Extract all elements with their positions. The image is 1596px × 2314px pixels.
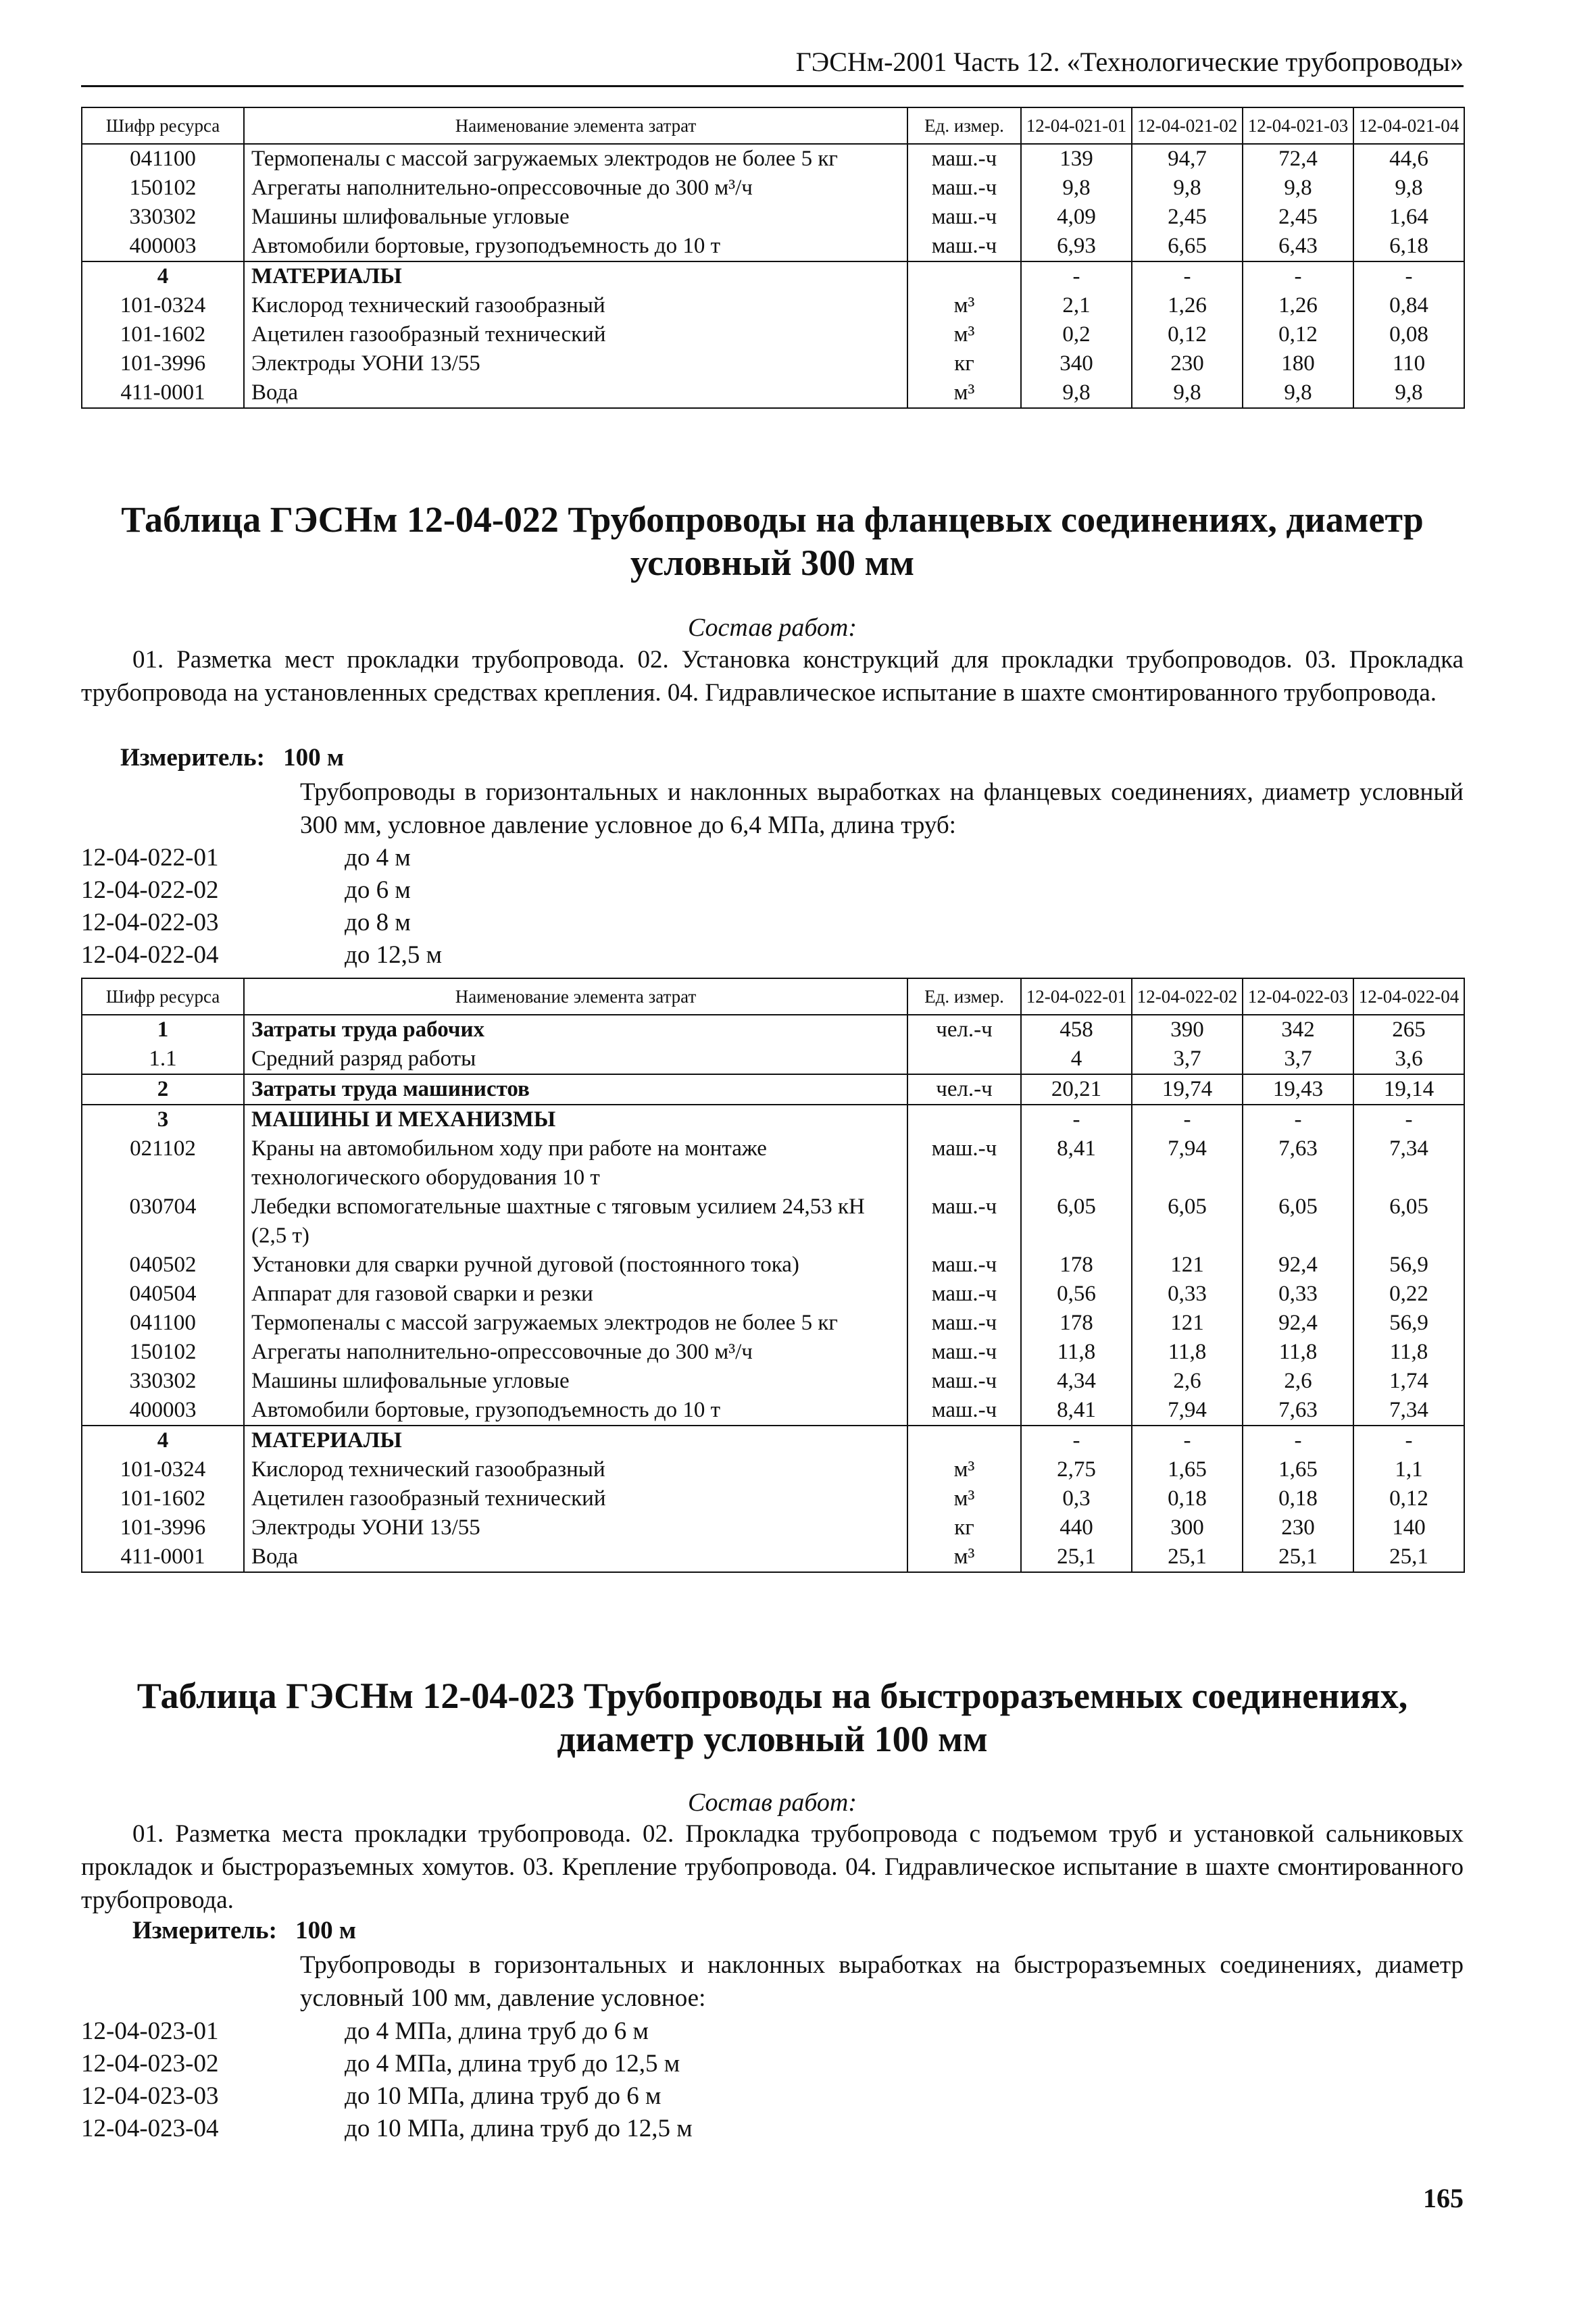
unit-cell: м³ [907,1484,1021,1513]
rate-value-cell: - [1132,1105,1243,1134]
table-title-022: Таблица ГЭСНм 12-04-022 Трубопроводы на фланцевых соединениях, диаметр условный 300 мм [121,499,1424,583]
rate-value-cell: 6,93 [1021,232,1132,261]
rate-value-cell: - [1353,1426,1464,1455]
rate-value-cell: 4 [1021,1045,1132,1074]
rate-code-description: до 12,5 м [345,941,442,969]
table-row [82,1396,1464,1426]
rate-code-description: до 4 м [345,844,411,872]
table-row [82,261,1464,291]
rate-value-cell: 110 [1353,349,1464,378]
rate-value-cell: 9,8 [1353,174,1464,203]
rate-code-description: до 4 МПа, длина труб до 6 м [345,2017,649,2045]
rate-code: 12-04-023-03 [81,2082,219,2110]
resource-code-cell: 101-3996 [82,1513,244,1542]
resource-code-cell: 040504 [82,1280,244,1309]
rate-value-cell: - [1132,261,1243,291]
cost-element-name-cell: Электроды УОНИ 13/55 [244,349,907,378]
rate-code-description: до 8 м [345,909,411,936]
col-header-rate-4: 12-04-022-04 [1353,978,1464,1015]
composition-text-023: 01. Разметка места прокладки трубопровода. 02. Прокладка трубопровода с подъемом труб и установкой сальниковых прокладок и быстроразъемных хомутов. 03. Крепление трубопровода. 04. Гидравлическое испытание в шахте смонтированного трубопровода. [81,1820,1464,1914]
unit-cell: м³ [907,1542,1021,1572]
table-row [82,349,1464,378]
table-row [82,1045,1464,1074]
resource-table-022 [81,978,1465,1573]
rate-code-description: до 10 МПа, длина труб до 12,5 м [345,2115,693,2142]
cost-element-name-cell: Затраты труда рабочих [244,1015,907,1045]
table-row [82,174,1464,203]
rate-value-cell: 390 [1132,1015,1243,1045]
resource-code-cell: 1 [82,1015,244,1045]
rate-value-cell: 25,1 [1021,1542,1132,1572]
rate-value-cell: 7,34 [1353,1134,1464,1192]
rate-value-cell: 94,7 [1132,144,1243,174]
unit-cell: чел.-ч [907,1074,1021,1105]
cost-element-name-cell: Кислород технический газообразный [244,1455,907,1484]
rate-value-cell: 340 [1021,349,1132,378]
rate-value-cell: 56,9 [1353,1309,1464,1338]
table-row [82,291,1464,320]
rate-code-item [81,2113,693,2145]
cost-element-name-cell: МАТЕРИАЛЫ [244,261,907,291]
unit-cell: м³ [907,291,1021,320]
resource-code-cell: 1.1 [82,1045,244,1074]
table-row [82,203,1464,232]
rate-value-cell: 9,8 [1353,378,1464,408]
rate-value-cell: 230 [1132,349,1243,378]
rate-value-cell: 4,34 [1021,1367,1132,1396]
rate-value-cell: 11,8 [1353,1338,1464,1367]
cost-element-name-cell: Краны на автомобильном ходу при работе на монтаже технологического оборудования 10 т [244,1134,907,1192]
resource-code-cell: 040502 [82,1251,244,1280]
rate-code-item [81,2015,693,2048]
rate-value-cell: 9,8 [1243,378,1353,408]
resource-code-cell: 330302 [82,203,244,232]
resource-code-cell: 021102 [82,1134,244,1192]
col-header-rate-3: 12-04-021-03 [1243,107,1353,144]
rate-code: 12-04-022-02 [81,876,219,904]
rate-value-cell: 178 [1021,1309,1132,1338]
unit-cell: маш.-ч [907,1309,1021,1338]
cost-element-name-cell: Агрегаты наполнительно-опрессовочные до 300 м³/ч [244,174,907,203]
rate-value-cell: 0,56 [1021,1280,1132,1309]
rate-value-cell: 178 [1021,1251,1132,1280]
unit-cell: кг [907,349,1021,378]
resource-code-cell: 101-3996 [82,349,244,378]
description-022: Трубопроводы в горизонтальных и наклонных выработках на фланцевых соединениях, диаметр условный 300 мм, условное давление условное до 6,4 МПа, длина труб: [300,778,1464,839]
resource-code-cell: 4 [82,261,244,291]
table-row [82,1426,1464,1455]
meter-022 [120,743,344,772]
resource-code-cell: 101-1602 [82,1484,244,1513]
resource-code-cell: 041100 [82,1309,244,1338]
cost-element-name-cell: МАТЕРИАЛЫ [244,1426,907,1455]
cost-element-name-cell: Кислород технический газообразный [244,291,907,320]
table-row [82,1309,1464,1338]
rate-value-cell: 20,21 [1021,1074,1132,1105]
rate-value-cell: - [1353,1105,1464,1134]
rate-value-cell: 1,65 [1243,1455,1353,1484]
rate-code: 12-04-022-03 [81,909,219,936]
rate-value-cell: 0,08 [1353,320,1464,349]
meter-label: Измеритель: [132,1917,277,1944]
running-header: ГЭСНм-2001 Часть 12. «Технологические трубопроводы» [81,42,1464,87]
unit-cell: м³ [907,378,1021,408]
rate-code-description: до 6 м [345,876,411,904]
table-row [82,1367,1464,1396]
rate-value-cell: 1,26 [1243,291,1353,320]
cost-element-name-cell: Машины шлифовальные угловые [244,1367,907,1396]
rate-value-cell: 7,63 [1243,1134,1353,1192]
rate-value-cell: 2,6 [1243,1367,1353,1396]
rate-value-cell: 6,05 [1021,1192,1132,1251]
resource-code-cell: 2 [82,1074,244,1105]
unit-cell: кг [907,1513,1021,1542]
table-row [82,1338,1464,1367]
rate-value-cell: 6,05 [1353,1192,1464,1251]
rate-value-cell: - [1132,1426,1243,1455]
cost-element-name-cell: Средний разряд работы [244,1045,907,1074]
unit-cell [907,1105,1021,1134]
rate-code: 12-04-023-04 [81,2115,219,2142]
rate-value-cell: 8,41 [1021,1396,1132,1426]
unit-cell [907,261,1021,291]
cost-element-name-cell: Термопеналы с массой загружаемых электродов не более 5 кг [244,144,907,174]
col-header-code: Шифр ресурса [82,107,244,144]
rate-code: 12-04-022-04 [81,941,219,969]
table-row [82,378,1464,408]
rate-value-cell: 458 [1021,1015,1132,1045]
rate-value-cell: 440 [1021,1513,1132,1542]
rate-value-cell: 7,63 [1243,1396,1353,1426]
rate-code: 12-04-023-01 [81,2017,219,2045]
rate-value-cell: 6,05 [1243,1192,1353,1251]
cost-element-name-cell: Аппарат для газовой сварки и резки [244,1280,907,1309]
composition-text-022: 01. Разметка мест прокладки трубопровода. 02. Установка конструкций для прокладки трубопроводов. 03. Прокладка трубопровода на установленных средствах крепления. 04. Гидравлическое испытание в шахте смонтированного трубопровода. [81,646,1464,707]
table-row [82,1251,1464,1280]
cost-element-name-cell: МАШИНЫ И МЕХАНИЗМЫ [244,1105,907,1134]
rate-value-cell: 0,12 [1353,1484,1464,1513]
col-header-rate-3: 12-04-022-03 [1243,978,1353,1015]
rate-code-description: до 10 МПа, длина труб до 6 м [345,2082,662,2110]
unit-cell [907,1045,1021,1074]
table-row [82,232,1464,261]
table-row [82,1542,1464,1572]
meter-023 [132,1916,356,1945]
page-number: 165 [1423,2183,1464,2213]
unit-cell: маш.-ч [907,232,1021,261]
resource-code-cell: 150102 [82,174,244,203]
col-header-rate-2: 12-04-022-02 [1132,978,1243,1015]
resource-code-cell: 101-0324 [82,291,244,320]
unit-cell: маш.-ч [907,1251,1021,1280]
cost-element-name-cell: Машины шлифовальные угловые [244,203,907,232]
resource-code-cell: 030704 [82,1192,244,1251]
rate-value-cell: 0,22 [1353,1280,1464,1309]
rate-value-cell: 11,8 [1243,1338,1353,1367]
table-row [82,1513,1464,1542]
table-row [82,320,1464,349]
resource-code-cell: 041100 [82,144,244,174]
rate-value-cell: 44,6 [1353,144,1464,174]
rate-value-cell: 0,2 [1021,320,1132,349]
resource-code-cell: 400003 [82,232,244,261]
rate-code-list-022 [81,842,442,972]
cost-element-name-cell: Термопеналы с массой загружаемых электродов не более 5 кг [244,1309,907,1338]
table-row [82,1015,1464,1045]
cost-element-name-cell: Вода [244,378,907,408]
rate-value-cell: 72,4 [1243,144,1353,174]
rate-value-cell: 1,74 [1353,1367,1464,1396]
rate-value-cell: 1,64 [1353,203,1464,232]
rate-value-cell: 121 [1132,1309,1243,1338]
rate-value-cell: 6,18 [1353,232,1464,261]
rate-value-cell: 0,84 [1353,291,1464,320]
rate-value-cell: - [1243,1105,1353,1134]
rate-value-cell: 3,7 [1132,1045,1243,1074]
rate-value-cell: 9,8 [1021,174,1132,203]
rate-value-cell: - [1243,261,1353,291]
rate-code-item [81,939,442,972]
unit-cell: маш.-ч [907,1338,1021,1367]
rate-code-item [81,2048,693,2080]
rate-value-cell: 265 [1353,1015,1464,1045]
rate-value-cell: 0,18 [1132,1484,1243,1513]
resource-code-cell: 101-1602 [82,320,244,349]
rate-value-cell: 140 [1353,1513,1464,1542]
rate-value-cell: 230 [1243,1513,1353,1542]
rate-value-cell: 7,94 [1132,1396,1243,1426]
rate-value-cell: 139 [1021,144,1132,174]
table-header-row [82,978,1464,1015]
composition-heading-022: Состав работ: [687,613,857,642]
rate-value-cell: 0,12 [1243,320,1353,349]
resource-code-cell: 411-0001 [82,1542,244,1572]
rate-value-cell: 25,1 [1132,1542,1243,1572]
rate-value-cell: - [1243,1426,1353,1455]
table-row [82,1134,1464,1192]
unit-cell: маш.-ч [907,203,1021,232]
rate-value-cell: 0,12 [1132,320,1243,349]
col-header-name: Наименование элемента затрат [244,978,907,1015]
col-header-rate-1: 12-04-022-01 [1021,978,1132,1015]
meter-label: Измеритель: [120,744,265,772]
rate-value-cell: - [1021,1426,1132,1455]
rate-value-cell: 1,26 [1132,291,1243,320]
rate-value-cell: 0,33 [1132,1280,1243,1309]
rate-value-cell: 0,33 [1243,1280,1353,1309]
rate-value-cell: 92,4 [1243,1309,1353,1338]
rate-value-cell: 19,43 [1243,1074,1353,1105]
rate-value-cell: 11,8 [1021,1338,1132,1367]
unit-cell: маш.-ч [907,1192,1021,1251]
unit-cell [907,1426,1021,1455]
resource-code-cell: 101-0324 [82,1455,244,1484]
description-023: Трубопроводы в горизонтальных и наклонных выработках на быстроразъемных соединениях, диаметр условный 100 мм, давление условное: [300,1951,1464,2012]
rate-value-cell: 180 [1243,349,1353,378]
table-row [82,1280,1464,1309]
rate-value-cell: 25,1 [1353,1542,1464,1572]
cost-element-name-cell: Лебедки вспомогательные шахтные с тяговым усилием 24,53 кН (2,5 т) [244,1192,907,1251]
cost-element-name-cell: Ацетилен газообразный технический [244,1484,907,1513]
rate-code-item [81,874,442,907]
table-header-row [82,107,1464,144]
resource-code-cell: 3 [82,1105,244,1134]
col-header-name: Наименование элемента затрат [244,107,907,144]
resource-code-cell: 150102 [82,1338,244,1367]
col-header-rate-1: 12-04-021-01 [1021,107,1132,144]
unit-cell: м³ [907,320,1021,349]
rate-value-cell: 19,14 [1353,1074,1464,1105]
rate-value-cell: 342 [1243,1015,1353,1045]
rate-value-cell: 2,75 [1021,1455,1132,1484]
resource-code-cell: 411-0001 [82,378,244,408]
rate-value-cell: 300 [1132,1513,1243,1542]
rate-code-description: до 4 МПа, длина труб до 12,5 м [345,2050,680,2078]
col-header-code: Шифр ресурса [82,978,244,1015]
rate-value-cell: 1,1 [1353,1455,1464,1484]
rate-value-cell: 92,4 [1243,1251,1353,1280]
cost-element-name-cell: Агрегаты наполнительно-опрессовочные до 300 м³/ч [244,1338,907,1367]
cost-element-name-cell: Ацетилен газообразный технический [244,320,907,349]
composition-heading-023: Состав работ: [687,1788,857,1817]
unit-cell: маш.-ч [907,1134,1021,1192]
table-title-023: Таблица ГЭСНм 12-04-023 Трубопроводы на быстроразъемных соединениях, диаметр условный 100 мм [136,1676,1408,1759]
rate-value-cell: 7,94 [1132,1134,1243,1192]
rate-value-cell: 7,34 [1353,1396,1464,1426]
resource-table-021 [81,107,1465,409]
rate-code-item [81,907,442,939]
unit-cell: маш.-ч [907,1367,1021,1396]
unit-cell: маш.-ч [907,174,1021,203]
rate-value-cell: - [1353,261,1464,291]
rate-value-cell: 6,43 [1243,232,1353,261]
resource-code-cell: 400003 [82,1396,244,1426]
rate-value-cell: 3,6 [1353,1045,1464,1074]
unit-cell: м³ [907,1455,1021,1484]
rate-code: 12-04-022-01 [81,844,219,872]
col-header-rate-2: 12-04-021-02 [1132,107,1243,144]
rate-value-cell: 2,45 [1132,203,1243,232]
meter-value: 100 м [283,744,345,772]
rate-value-cell: 9,8 [1132,378,1243,408]
meter-value: 100 м [295,1917,357,1944]
rate-code-list-023 [81,2015,693,2145]
rate-value-cell: 0,3 [1021,1484,1132,1513]
cost-element-name-cell: Электроды УОНИ 13/55 [244,1513,907,1542]
table-row [82,1484,1464,1513]
rate-value-cell: 6,05 [1132,1192,1243,1251]
table-row [82,1105,1464,1134]
unit-cell: маш.-ч [907,1280,1021,1309]
cost-element-name-cell: Затраты труда машинистов [244,1074,907,1105]
rate-value-cell: 6,65 [1132,232,1243,261]
cost-element-name-cell: Автомобили бортовые, грузоподъемность до 10 т [244,232,907,261]
rate-value-cell: 4,09 [1021,203,1132,232]
rate-value-cell: 9,8 [1243,174,1353,203]
col-header-rate-4: 12-04-021-04 [1353,107,1464,144]
cost-element-name-cell: Автомобили бортовые, грузоподъемность до 10 т [244,1396,907,1426]
col-header-unit: Ед. измер. [907,978,1021,1015]
cost-element-name-cell: Вода [244,1542,907,1572]
rate-value-cell: 25,1 [1243,1542,1353,1572]
rate-value-cell: 2,6 [1132,1367,1243,1396]
table-row [82,1074,1464,1105]
col-header-unit: Ед. измер. [907,107,1021,144]
rate-value-cell: 2,1 [1021,291,1132,320]
rate-value-cell: 2,45 [1243,203,1353,232]
rate-value-cell: 121 [1132,1251,1243,1280]
rate-value-cell: 8,41 [1021,1134,1132,1192]
rate-value-cell: 0,18 [1243,1484,1353,1513]
rate-value-cell: 19,74 [1132,1074,1243,1105]
table-row [82,1455,1464,1484]
rate-value-cell: 1,65 [1132,1455,1243,1484]
rate-value-cell: - [1021,261,1132,291]
resource-code-cell: 4 [82,1426,244,1455]
rate-value-cell: 9,8 [1021,378,1132,408]
resource-code-cell: 330302 [82,1367,244,1396]
rate-code-item [81,842,442,874]
unit-cell: чел.-ч [907,1015,1021,1045]
rate-value-cell: 56,9 [1353,1251,1464,1280]
cost-element-name-cell: Установки для сварки ручной дуговой (постоянного тока) [244,1251,907,1280]
table-row [82,1192,1464,1251]
rate-value-cell: - [1021,1105,1132,1134]
rate-value-cell: 11,8 [1132,1338,1243,1367]
unit-cell: маш.-ч [907,1396,1021,1426]
rate-value-cell: 9,8 [1132,174,1243,203]
unit-cell: маш.-ч [907,144,1021,174]
rate-code: 12-04-023-02 [81,2050,219,2078]
rate-value-cell: 3,7 [1243,1045,1353,1074]
table-row [82,144,1464,174]
rate-code-item [81,2080,693,2113]
